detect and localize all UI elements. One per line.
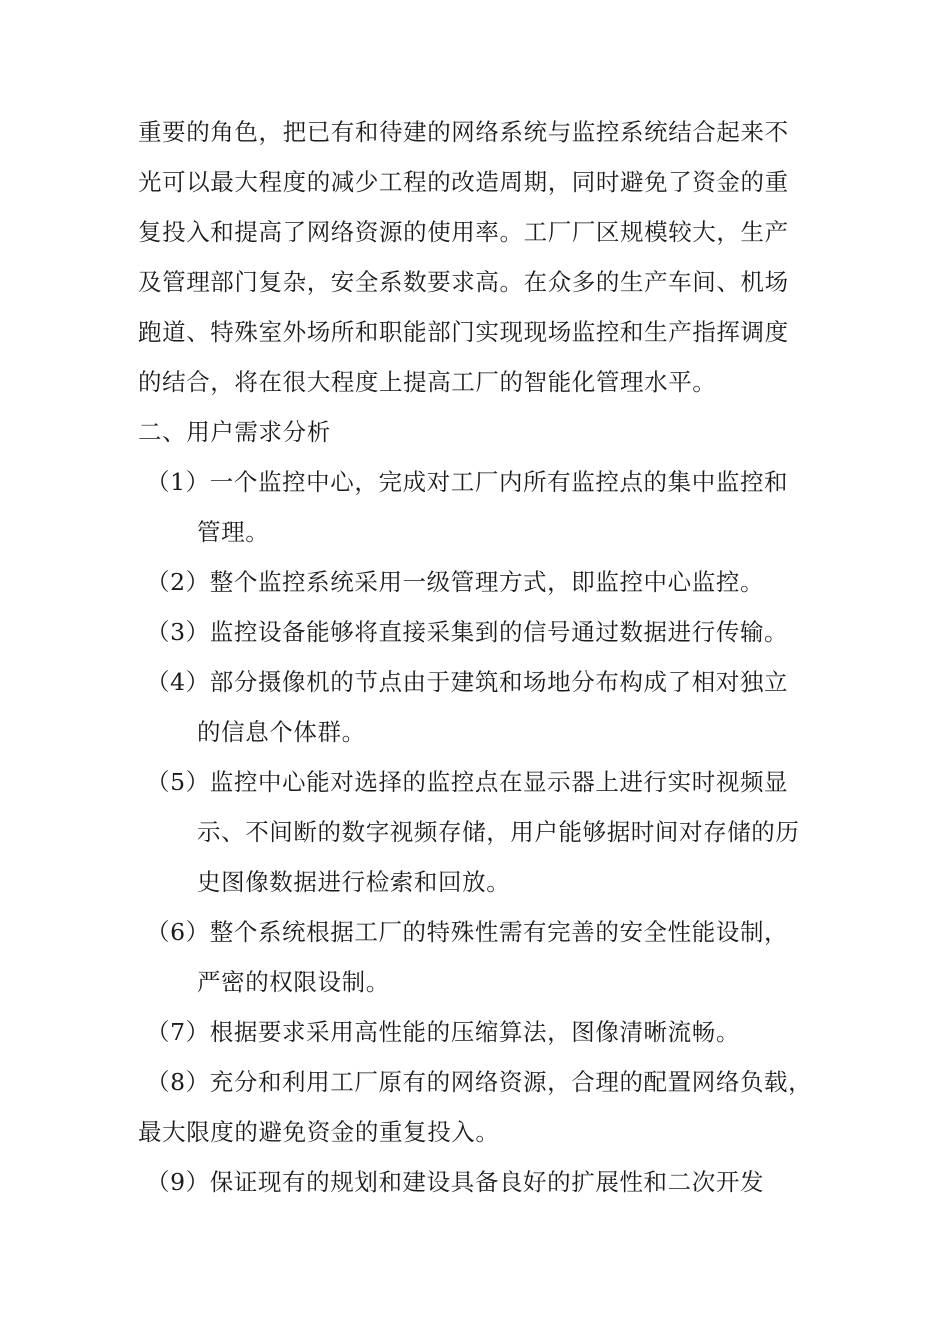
requirement-item-4: （4）部分摄像机的节点由于建筑和场地分布构成了相对独立 (146, 668, 789, 696)
requirement-item-9: （9）保证现有的规划和建设具备良好的扩展性和二次开发 (146, 1168, 765, 1196)
requirement-item-8-cont: 最大限度的避免资金的重复投入。 (138, 1118, 500, 1146)
requirement-item-8: （8）充分和利用工厂原有的网络资源，合理的配置网络负载， (146, 1068, 813, 1096)
section-heading: 二、用户需求分析 (138, 418, 331, 446)
requirement-item-1-cont: 管理。 (197, 518, 270, 546)
intro-line: 重要的角色，把已有和待建的网络系统与监控系统结合起来不 (138, 118, 789, 146)
requirement-item-5-cont: 史图像数据进行检索和回放。 (197, 868, 511, 896)
intro-line: 复投入和提高了网络资源的使用率。工厂厂区规模较大，生产 (138, 218, 789, 246)
requirement-item-2: （2）整个监控系统采用一级管理方式，即监控中心监控。 (146, 568, 765, 596)
requirement-item-6: （6）整个系统根据工厂的特殊性需有完善的安全性能设制， (146, 918, 789, 946)
requirement-item-1: （1）一个监控中心，完成对工厂内所有监控点的集中监控和 (146, 468, 789, 496)
requirement-item-6-cont: 严密的权限设制。 (197, 968, 390, 996)
intro-line: 及管理部门复杂，安全系数要求高。在众多的生产车间、机场 (138, 268, 789, 296)
requirement-item-3: （3）监控设备能够将直接采集到的信号通过数据进行传输。 (146, 618, 789, 646)
intro-line: 光可以最大程度的减少工程的改造周期，同时避免了资金的重 (138, 168, 789, 196)
requirement-item-5-cont: 示、不间断的数字视频存储，用户能够据时间对存储的历 (197, 818, 800, 846)
requirement-item-5: （5）监控中心能对选择的监控点在显示器上进行实时视频显 (146, 768, 789, 796)
intro-line: 的结合，将在很大程度上提高工厂的智能化管理水平。 (138, 368, 717, 396)
intro-line: 跑道、特殊室外场所和职能部门实现现场监控和生产指挥调度 (138, 318, 789, 346)
requirement-item-4-cont: 的信息个体群。 (197, 718, 366, 746)
requirement-item-7: （7）根据要求采用高性能的压缩算法，图像清晰流畅。 (146, 1018, 740, 1046)
